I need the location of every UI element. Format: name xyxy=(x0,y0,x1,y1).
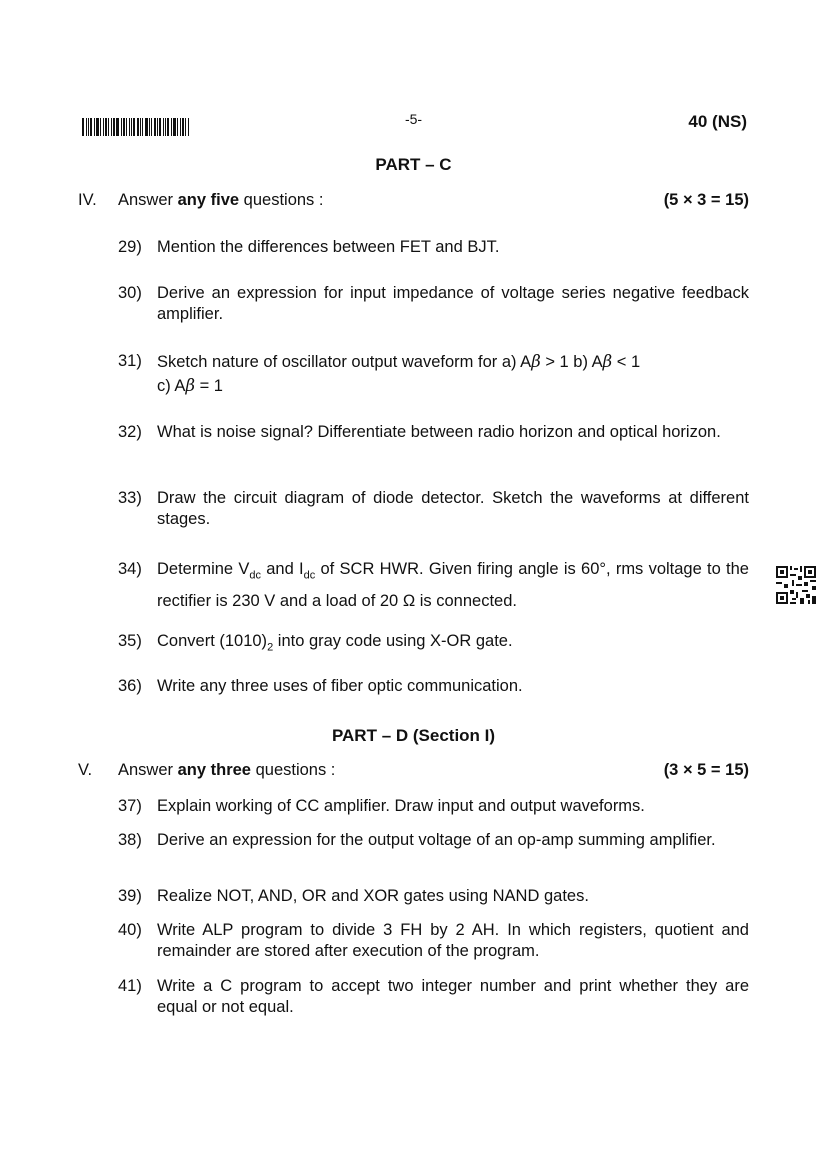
question: 35) Convert $(1010)_2$ into gray code using X-OR gate. xyxy=(118,632,513,654)
question: 41) Write a C program to accept two integer number and print whether they are equal or not equal. xyxy=(118,977,749,1016)
question: 40) Write ALP program to divide 3 FH by 2 AH. In which registers, quotient and remainder are stored after execution of the program. xyxy=(118,921,749,960)
part-c-instruction xyxy=(78,191,749,210)
paper-code: 40 (NS) xyxy=(688,112,747,131)
marks: (3 × 5 = 15) xyxy=(663,761,749,779)
question: 36) Write any three uses of fiber optic communication. xyxy=(118,677,523,695)
instruction-text: Answer any three questions : xyxy=(118,761,336,779)
section-roman: IV. xyxy=(78,191,97,209)
instruction-text: Answer any five questions : xyxy=(118,191,324,209)
question: 39) Realize NOT, AND, OR and XOR gates using NAND gates. xyxy=(118,887,589,905)
question: 31) Sketch nature of oscillator output waveform for a) Aβ > 1 b) Aβ < 1 c) Aβ = 1 xyxy=(118,352,641,395)
question: 30) Derive an expression for input impedance of voltage series negative feedback amplifier. xyxy=(118,284,749,323)
question: 38) Derive an expression for the output voltage of an op-amp summing amplifier. xyxy=(118,831,716,849)
marks: (5 × 3 = 15) xyxy=(663,191,749,209)
question: 33) Draw the circuit diagram of diode detector. Sketch the waveforms at different stages. xyxy=(118,489,749,528)
part-d-instruction xyxy=(78,761,749,780)
qr-code-icon xyxy=(776,566,816,604)
question: 37) Explain working of CC amplifier. Draw input and output waveforms. xyxy=(118,797,645,815)
part-c-title: PART – C xyxy=(375,155,452,174)
question: 34) Determine $V_{dc}$ and $I_{dc}$ of SCR HWR. Given firing angle is 60°, rms voltage to the rectifier is 230 V and a load of 20 Ω is connected. xyxy=(118,560,749,611)
question: 29) Mention the differences between FET and BJT. xyxy=(118,238,500,256)
question: 32) What is noise signal? Differentiate between radio horizon and optical horizon. xyxy=(118,423,721,441)
part-d-title: PART – D (Section I) xyxy=(331,726,496,745)
page-number: -5- xyxy=(404,111,423,127)
section-roman: V. xyxy=(78,761,93,779)
